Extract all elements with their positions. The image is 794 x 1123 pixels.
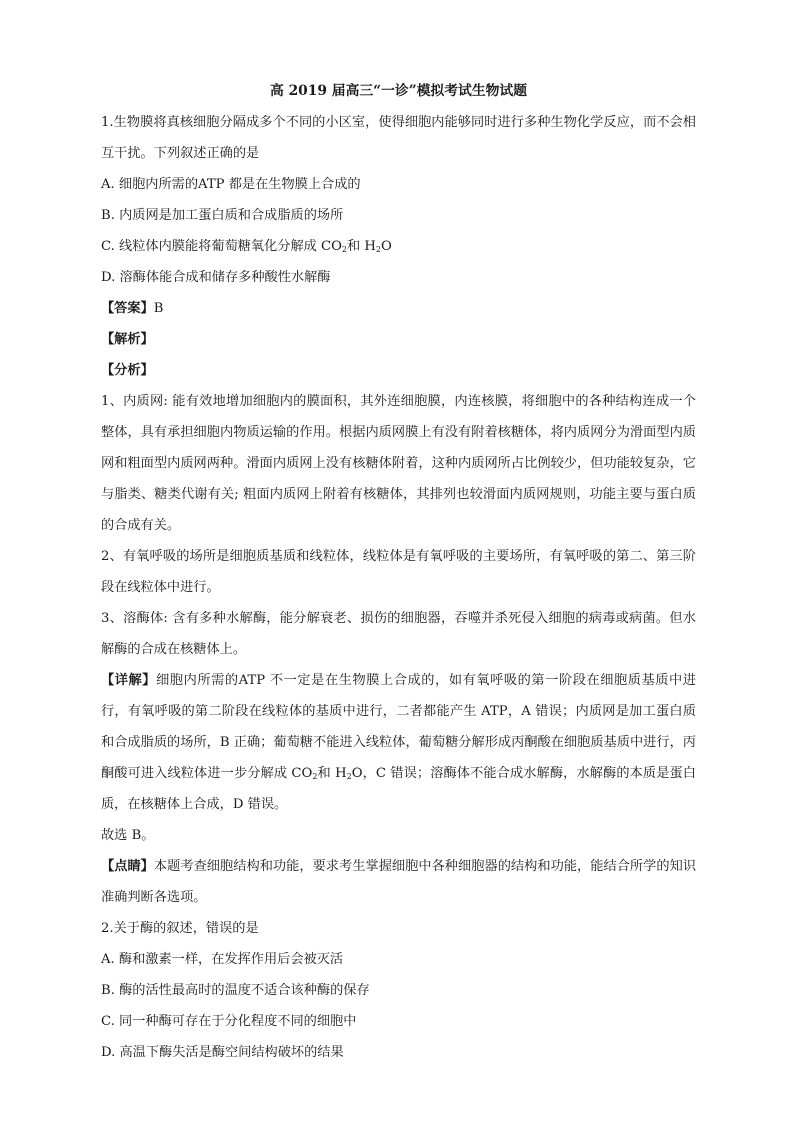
question-2-stem: 2.关于酶的叙述，错误的是 bbox=[101, 921, 259, 936]
subscript: 2 bbox=[375, 245, 381, 254]
option-c-text-3: O bbox=[381, 239, 392, 254]
point-tag: 【点睛】 bbox=[101, 859, 154, 874]
question-1-stem: 1.生物膜将真核细胞分隔成多个不同的小区室，使得细胞内能够同时进行多种生物化学反应，而不会相互干扰。下列叙述正确的是 bbox=[101, 115, 696, 161]
choose-line: 故选 B。 bbox=[101, 828, 155, 843]
analysis-point-2: 2、有氧呼吸的场所是细胞质基质和线粒体，线粒体是有氧呼吸的主要场所，有氧呼吸的第二、第三阶段在线粒体中进行。 bbox=[101, 549, 696, 595]
option-c-text-1: C. 线粒体内膜能将葡萄糖氧化分解成 CO bbox=[101, 239, 342, 254]
question-2-option-d: D. 高温下酶失活是酶空间结构破坏的结果 bbox=[101, 1045, 344, 1060]
question-1-option-d: D. 溶酶体能合成和储存多种酸性水解酶 bbox=[101, 270, 331, 285]
analysis-point-1: 1、内质网: 能有效地增加细胞内的膜面积，其外连细胞膜，内连核膜，将细胞中的各种结构连成一个整体，具有承担细胞内物质运输的作用。根据内质网膜上有没有附着核糖体，将内质网分为滑面型内质网和粗面型内质网两种。滑面内质网上没有核糖体附着，这种内质网所占比例较少，但功能较复杂，它与脂类、糖类代谢有关; 粗面内质网上附着有核糖体，其排列也较滑面内质网规则，功能主要与蛋白质的合成有关。 bbox=[101, 394, 696, 533]
detail-tag: 【详解】 bbox=[101, 673, 157, 688]
document-page bbox=[101, 76, 696, 1068]
answer-tag: 【答案】 bbox=[101, 301, 154, 316]
answer-value: B bbox=[153, 301, 164, 316]
question-1-option-a: A. 细胞内所需的ATP 都是在生物膜上合成的 bbox=[101, 177, 361, 192]
option-c-text-2: 和 H bbox=[347, 239, 376, 254]
question-2-option-c: C. 同一种酶可存在于分化程度不同的细胞中 bbox=[101, 1014, 357, 1029]
fenxi-tag: 【分析】 bbox=[101, 363, 154, 378]
detail-text-2: 和 H bbox=[317, 766, 347, 781]
question-2-option-b: B. 酶的活性最高时的温度不适合该种酶的保存 bbox=[101, 983, 370, 998]
question-2-option-a: A. 酶和激素一样，在发挥作用后会被灭活 bbox=[101, 952, 344, 967]
analysis-point-3: 3、溶酶体: 含有多种水解酶，能分解衰老、损伤的细胞器，吞噬并杀死侵入细胞的病毒或病菌。但水解酶的合成在核糖体上。 bbox=[101, 611, 696, 657]
analysis-tag: 【解析】 bbox=[101, 332, 154, 347]
subscript: 2 bbox=[341, 245, 348, 254]
point-paragraph bbox=[101, 851, 696, 913]
subscript: 2 bbox=[312, 772, 318, 781]
question-1-option-b: B. 内质网是加工蛋白质和合成脂质的场所 bbox=[101, 208, 344, 223]
point-text: 本题考查细胞结构和功能，要求考生掌握细胞中各种细胞器的结构和功能，能结合所学的知识准确判断各选项。 bbox=[101, 859, 697, 905]
detail-text-1: 细胞内所需的ATP 不一定是在生物膜上合成的，如有氧呼吸的第一阶段在细胞质基质中进行，有氧呼吸的第二阶段在线粒体的基质中进行，二者都能产生 ATP，A 错误；内质网是加工蛋白质和合成脂质的场所，B 正确；葡萄糖不能进入线粒体，葡萄糖分解形成丙酮酸在细胞质基质中进行，丙酮酸可进入线粒体进一步分解成 CO bbox=[101, 673, 696, 781]
subscript: 2 bbox=[346, 772, 352, 781]
detail-text-3: O，C 错误；溶酶体不能合成水解酶，水解酶的本质是蛋白质，在核糖体上合成，D 错误。 bbox=[101, 766, 696, 812]
question-1-option-c bbox=[101, 231, 696, 262]
detail-paragraph bbox=[101, 665, 696, 820]
answer-line bbox=[101, 293, 696, 324]
document-title: 高 2019 届高三“一诊”模拟考试生物试题 bbox=[269, 83, 528, 99]
